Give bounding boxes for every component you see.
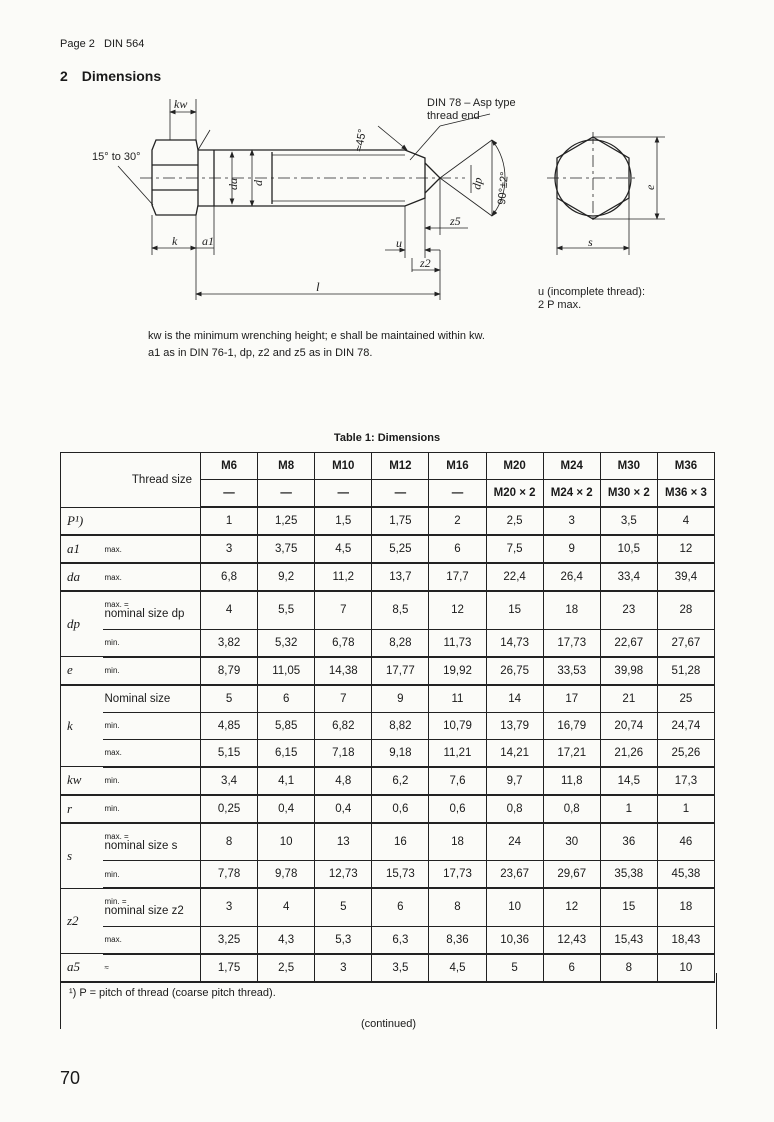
footnote: ¹) P = pitch of thread (coarse pitch thread). — [69, 987, 276, 999]
value-cell: 9 — [543, 535, 600, 563]
size-header: M16 — [429, 453, 486, 480]
fine-thread-header: — — [315, 480, 372, 508]
value-cell: 11,21 — [429, 739, 486, 767]
row-qualifier — [103, 888, 201, 926]
value-cell: 11,73 — [429, 629, 486, 657]
value-cell: 24 — [486, 823, 543, 861]
fine-thread-header: M36 × 3 — [657, 480, 714, 508]
value-cell: 3 — [315, 954, 372, 982]
section-title: Dimensions — [81, 68, 162, 84]
value-cell: 1,75 — [201, 954, 258, 982]
value-cell: 18 — [543, 591, 600, 629]
value-cell: 36 — [600, 823, 657, 861]
value-cell: 12,43 — [543, 926, 600, 954]
label-z2: z2 — [420, 256, 431, 270]
row-qualifier: min. — [103, 657, 201, 685]
row-qualifier: min. — [103, 795, 201, 823]
table-footer — [60, 973, 717, 1029]
value-cell: 4 — [657, 507, 714, 535]
value-cell: 8 — [201, 823, 258, 861]
value-cell: 21 — [600, 685, 657, 713]
value-cell: 7,6 — [429, 767, 486, 795]
value-cell: 6,15 — [258, 739, 315, 767]
value-cell: 6 — [258, 685, 315, 713]
value-cell: 1,5 — [315, 507, 372, 535]
value-cell: 39,98 — [600, 657, 657, 685]
row-qualifier: Nominal size — [103, 685, 201, 713]
label-dp: dp — [469, 176, 486, 191]
row-qualifier — [103, 823, 201, 861]
value-cell: 2,5 — [258, 954, 315, 982]
value-cell: 14,73 — [486, 629, 543, 657]
value-cell: 6,3 — [372, 926, 429, 954]
size-header: M24 — [543, 453, 600, 480]
bolt-drawing — [0, 0, 774, 330]
row-qualifier — [103, 591, 201, 629]
value-cell: 10,79 — [429, 712, 486, 739]
value-cell: 1 — [600, 795, 657, 823]
value-cell: 6,8 — [201, 563, 258, 591]
value-cell: 5,25 — [372, 535, 429, 563]
value-cell: 1,75 — [372, 507, 429, 535]
qualifier-2: nominal size z2 — [104, 905, 184, 918]
table-caption: Table 1: Dimensions — [333, 432, 441, 444]
row-symbol: z2 — [61, 888, 103, 954]
value-cell: 22,67 — [600, 629, 657, 657]
row-symbol: a1 — [61, 535, 103, 563]
value-cell: 9,78 — [258, 861, 315, 889]
fine-thread-header: — — [429, 480, 486, 508]
value-cell: 5 — [315, 888, 372, 926]
label-45: ≈45° — [353, 128, 369, 153]
thread-size-header: Thread size — [61, 453, 201, 508]
row-qualifier: max. — [103, 535, 201, 563]
value-cell: 12 — [657, 535, 714, 563]
value-cell: 14 — [486, 685, 543, 713]
value-cell: 13,7 — [372, 563, 429, 591]
value-cell: 5,5 — [258, 591, 315, 629]
size-header: M6 — [201, 453, 258, 480]
value-cell: 4,8 — [315, 767, 372, 795]
header-standard: DIN 564 — [104, 38, 145, 50]
row-qualifier: max. — [103, 739, 201, 767]
value-cell: 3,82 — [201, 629, 258, 657]
value-cell: 3 — [201, 888, 258, 926]
value-cell: 5 — [486, 954, 543, 982]
value-cell: 27,67 — [657, 629, 714, 657]
fine-thread-header: M24 × 2 — [543, 480, 600, 508]
qualifier-1: max. = — [104, 831, 129, 841]
value-cell: 1 — [201, 507, 258, 535]
value-cell: 8,36 — [429, 926, 486, 954]
label-e: e — [643, 184, 657, 190]
value-cell: 6 — [429, 535, 486, 563]
label-s: s — [588, 235, 593, 249]
value-cell: 8 — [600, 954, 657, 982]
value-cell: 16 — [372, 823, 429, 861]
label-a1: a1 — [202, 234, 214, 248]
row-symbol: dp — [61, 591, 103, 657]
row-symbol: k — [61, 685, 103, 767]
value-cell: 7,5 — [486, 535, 543, 563]
row-qualifier: ≈ — [103, 954, 201, 982]
value-cell: 8 — [429, 888, 486, 926]
value-cell: 28 — [657, 591, 714, 629]
label-k: k — [172, 234, 178, 248]
value-cell: 8,79 — [201, 657, 258, 685]
value-cell: 15,43 — [600, 926, 657, 954]
value-cell: 23,67 — [486, 861, 543, 889]
page-number: 70 — [60, 1068, 81, 1088]
value-cell: 17,77 — [372, 657, 429, 685]
value-cell: 33,4 — [600, 563, 657, 591]
value-cell: 26,4 — [543, 563, 600, 591]
value-cell: 1,25 — [258, 507, 315, 535]
value-cell: 4 — [258, 888, 315, 926]
value-cell: 17,7 — [429, 563, 486, 591]
value-cell: 15,73 — [372, 861, 429, 889]
value-cell: 46 — [657, 823, 714, 861]
label-l: l — [316, 279, 320, 294]
u-note-1: u (incomplete thread): — [538, 286, 645, 298]
value-cell: 6 — [543, 954, 600, 982]
value-cell: 5,85 — [258, 712, 315, 739]
value-cell: 0,4 — [315, 795, 372, 823]
label-kw: kw — [174, 97, 188, 111]
thread-end-label-1: DIN 78 – Asp type — [427, 97, 516, 109]
value-cell: 2 — [429, 507, 486, 535]
qualifier-2: nominal size s — [104, 839, 178, 852]
value-cell: 21,26 — [600, 739, 657, 767]
value-cell: 33,53 — [543, 657, 600, 685]
thread-end-label-2: thread end — [427, 110, 480, 122]
fine-thread-header: M20 × 2 — [486, 480, 543, 508]
qualifier-1: min. = — [104, 897, 127, 907]
value-cell: 51,28 — [657, 657, 714, 685]
row-qualifier: min. — [103, 629, 201, 657]
fine-thread-header: — — [258, 480, 315, 508]
value-cell: 12,73 — [315, 861, 372, 889]
size-header: M30 — [600, 453, 657, 480]
value-cell: 17,73 — [543, 629, 600, 657]
value-cell: 11,8 — [543, 767, 600, 795]
row-symbol: kw — [61, 767, 103, 795]
bolt-head — [152, 140, 198, 215]
value-cell: 3,5 — [372, 954, 429, 982]
fine-thread-header: — — [201, 480, 258, 508]
row-symbol: e — [61, 657, 103, 685]
header-page: Page 2 — [60, 38, 95, 50]
row-symbol: s — [61, 823, 103, 889]
value-cell: 18 — [657, 888, 714, 926]
value-cell: 4,1 — [258, 767, 315, 795]
value-cell: 0,8 — [543, 795, 600, 823]
value-cell: 10,36 — [486, 926, 543, 954]
value-cell: 16,79 — [543, 712, 600, 739]
value-cell: 7 — [315, 685, 372, 713]
value-cell: 3,5 — [600, 507, 657, 535]
value-cell: 9,2 — [258, 563, 315, 591]
value-cell: 8,5 — [372, 591, 429, 629]
row-symbol: a5 — [61, 954, 103, 982]
value-cell: 4,85 — [201, 712, 258, 739]
value-cell: 5 — [201, 685, 258, 713]
value-cell: 1 — [657, 795, 714, 823]
value-cell: 4,5 — [429, 954, 486, 982]
value-cell: 0,25 — [201, 795, 258, 823]
value-cell: 0,8 — [486, 795, 543, 823]
value-cell: 14,21 — [486, 739, 543, 767]
row-qualifier: min. — [103, 767, 201, 795]
value-cell: 22,4 — [486, 563, 543, 591]
drawing-notes — [148, 328, 485, 362]
value-cell: 23 — [600, 591, 657, 629]
continued-label: (continued) — [360, 1018, 417, 1030]
value-cell: 4,5 — [315, 535, 372, 563]
qualifier-1: max. = — [104, 600, 129, 610]
value-cell: 10 — [657, 954, 714, 982]
value-cell: 3,25 — [201, 926, 258, 954]
value-cell: 12 — [543, 888, 600, 926]
value-cell: 3,75 — [258, 535, 315, 563]
value-cell: 6 — [372, 888, 429, 926]
value-cell: 17,3 — [657, 767, 714, 795]
note-line-1: kw is the minimum wrenching height; e shall be maintained within kw. — [148, 330, 485, 342]
label-90: 90°±2° — [496, 171, 511, 206]
value-cell: 11 — [429, 685, 486, 713]
value-cell: 7,18 — [315, 739, 372, 767]
qualifier-2: nominal size dp — [104, 608, 185, 621]
row-qualifier: min. — [103, 861, 201, 889]
value-cell: 15 — [600, 888, 657, 926]
dimensions-table — [60, 452, 715, 983]
label-d: d — [251, 180, 265, 186]
value-cell: 26,75 — [486, 657, 543, 685]
value-cell: 0,6 — [372, 795, 429, 823]
value-cell: 10 — [258, 823, 315, 861]
size-header: M8 — [258, 453, 315, 480]
section-number: 2 — [60, 68, 68, 84]
value-cell: 6,78 — [315, 629, 372, 657]
value-cell: 12 — [429, 591, 486, 629]
value-cell: 25,26 — [657, 739, 714, 767]
value-cell: 17,73 — [429, 861, 486, 889]
value-cell: 10 — [486, 888, 543, 926]
value-cell: 8,28 — [372, 629, 429, 657]
row-symbol: P¹) — [61, 507, 103, 535]
value-cell: 4,3 — [258, 926, 315, 954]
value-cell: 0,6 — [429, 795, 486, 823]
label-u: u — [396, 236, 402, 250]
note-line-2: a1 as in DIN 76-1, dp, z2 and z5 as in DIN 78. — [148, 347, 373, 359]
value-cell: 18,43 — [657, 926, 714, 954]
size-header: M10 — [315, 453, 372, 480]
value-cell: 14,38 — [315, 657, 372, 685]
value-cell: 18 — [429, 823, 486, 861]
value-cell: 8,82 — [372, 712, 429, 739]
size-header: M20 — [486, 453, 543, 480]
value-cell: 3 — [201, 535, 258, 563]
value-cell: 5,15 — [201, 739, 258, 767]
value-cell: 4 — [201, 591, 258, 629]
value-cell: 24,74 — [657, 712, 714, 739]
value-cell: 9,18 — [372, 739, 429, 767]
row-symbol: da — [61, 563, 103, 591]
value-cell: 9 — [372, 685, 429, 713]
size-header: M36 — [657, 453, 714, 480]
value-cell: 39,4 — [657, 563, 714, 591]
value-cell: 0,4 — [258, 795, 315, 823]
value-cell: 20,74 — [600, 712, 657, 739]
value-cell: 14,5 — [600, 767, 657, 795]
value-cell: 35,38 — [600, 861, 657, 889]
value-cell: 19,92 — [429, 657, 486, 685]
value-cell: 11,05 — [258, 657, 315, 685]
value-cell: 30 — [543, 823, 600, 861]
value-cell: 7 — [315, 591, 372, 629]
value-cell: 13,79 — [486, 712, 543, 739]
value-cell: 13 — [315, 823, 372, 861]
fine-thread-header: M30 × 2 — [600, 480, 657, 508]
row-qualifier: max. — [103, 926, 201, 954]
row-qualifier: max. — [103, 563, 201, 591]
value-cell: 5,32 — [258, 629, 315, 657]
value-cell: 6,2 — [372, 767, 429, 795]
value-cell: 17 — [543, 685, 600, 713]
value-cell: 25 — [657, 685, 714, 713]
u-note-2: 2 P max. — [538, 299, 582, 311]
row-qualifier: min. — [103, 712, 201, 739]
value-cell: 3 — [543, 507, 600, 535]
value-cell: 45,38 — [657, 861, 714, 889]
label-da: da — [226, 178, 240, 190]
row-symbol: r — [61, 795, 103, 823]
fine-thread-header: — — [372, 480, 429, 508]
label-z5: z5 — [450, 214, 461, 228]
value-cell: 7,78 — [201, 861, 258, 889]
row-qualifier — [103, 507, 201, 535]
value-cell: 9,7 — [486, 767, 543, 795]
value-cell: 6,82 — [315, 712, 372, 739]
value-cell: 3,4 — [201, 767, 258, 795]
value-cell: 15 — [486, 591, 543, 629]
value-cell: 29,67 — [543, 861, 600, 889]
value-cell: 17,21 — [543, 739, 600, 767]
size-header: M12 — [372, 453, 429, 480]
value-cell: 11,2 — [315, 563, 372, 591]
value-cell: 10,5 — [600, 535, 657, 563]
label-angle: 15° to 30° — [92, 151, 141, 163]
value-cell: 5,3 — [315, 926, 372, 954]
value-cell: 2,5 — [486, 507, 543, 535]
